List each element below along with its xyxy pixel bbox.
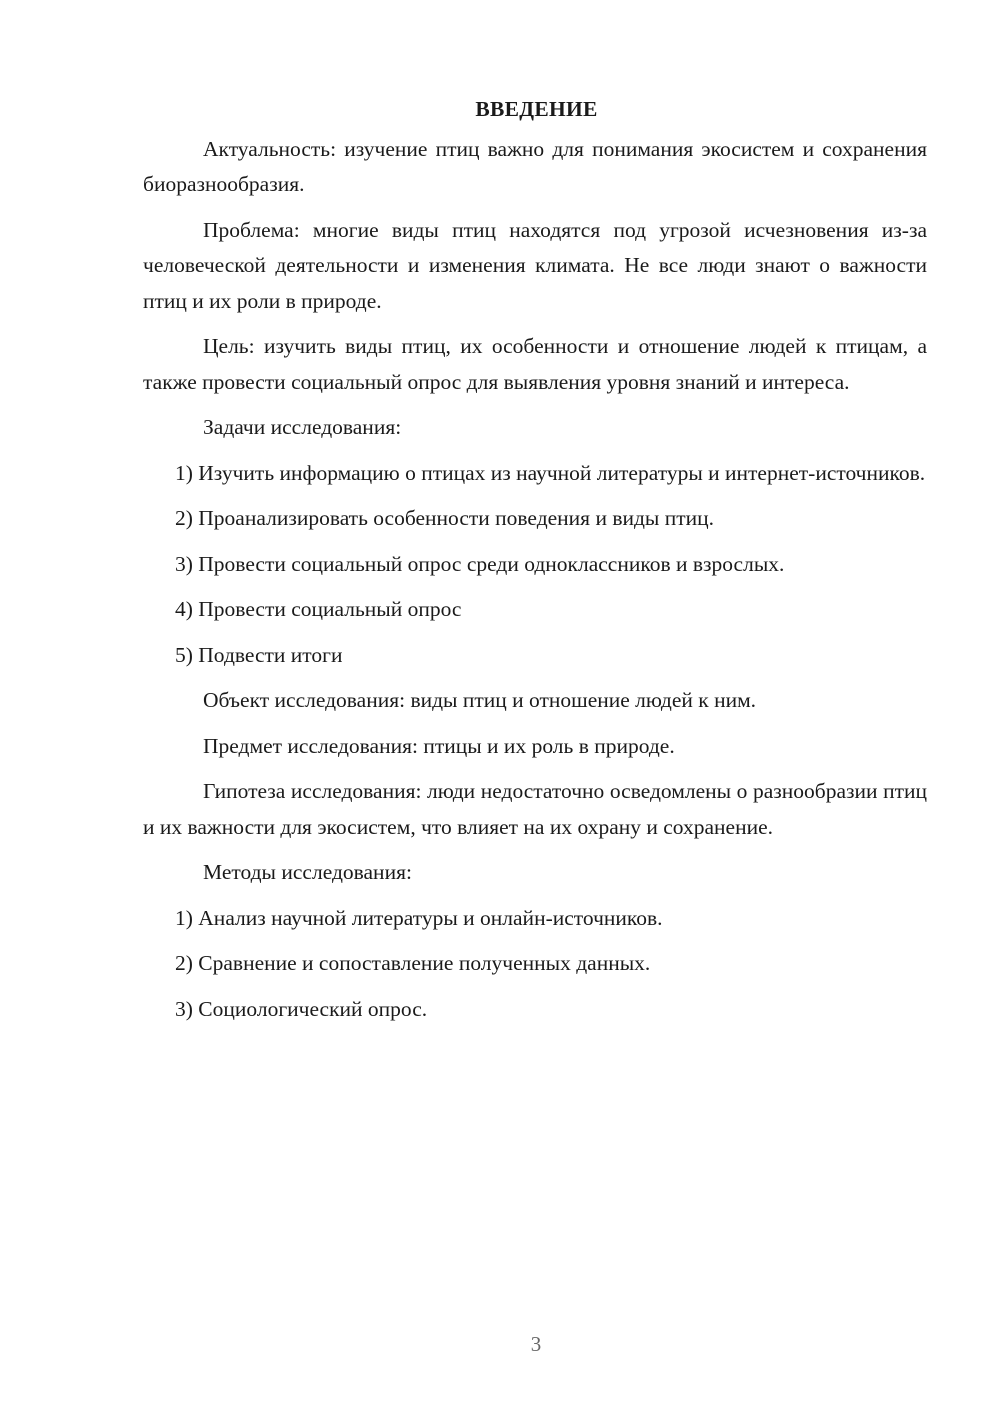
object-paragraph: Объект исследования: виды птиц и отношение людей к ним. (203, 688, 757, 712)
hypothesis-paragraph: Гипотеза исследования: люди недостаточно осведомлены о разнообразии птиц и их важности для экосистем, что влияет на их охрану и сохранение. (143, 779, 927, 839)
method-item: 3) Социологический опрос. (175, 996, 428, 1021)
task-item: 5) Подвести итоги (175, 642, 343, 667)
relevance-paragraph: Актуальность: изучение птиц важно для понимания экосистем и сохранения биоразнообразия. (143, 136, 927, 196)
section-title: ВВЕДЕНИЕ (475, 97, 598, 121)
subject-paragraph: Предмет исследования: птицы и их роль в природе. (203, 733, 675, 758)
page-number: 3 (530, 1332, 542, 1356)
method-item: 2) Сравнение и сопоставление полученных данных. (175, 951, 651, 975)
task-item: 3) Провести социальный опрос среди одноклассников и взрослых. (175, 551, 785, 576)
tasks-heading: Задачи исследования: (203, 415, 402, 439)
goal-paragraph: Цель: изучить виды птиц, их особенности и отношение людей к птицам, а также провести социальный опрос для выявления уровня знаний и интереса. (143, 334, 927, 394)
task-item: 2) Проанализировать особенности поведения и виды птиц. (175, 506, 715, 530)
task-item: 1) Изучить информацию о птицах из научной литературы и интернет-источников. (175, 460, 926, 485)
task-item: 4) Провести социальный опрос (175, 597, 462, 621)
problem-paragraph: Проблема: многие виды птиц находятся под угрозой исчезновения из-за человеческой деятельности и изменения климата. Не все люди знают о важности птиц и их роли в природе. (143, 217, 927, 313)
document-body (143, 92, 927, 1037)
method-item: 1) Анализ научной литературы и онлайн-источников. (175, 905, 663, 930)
methods-heading: Методы исследования: (203, 860, 412, 884)
